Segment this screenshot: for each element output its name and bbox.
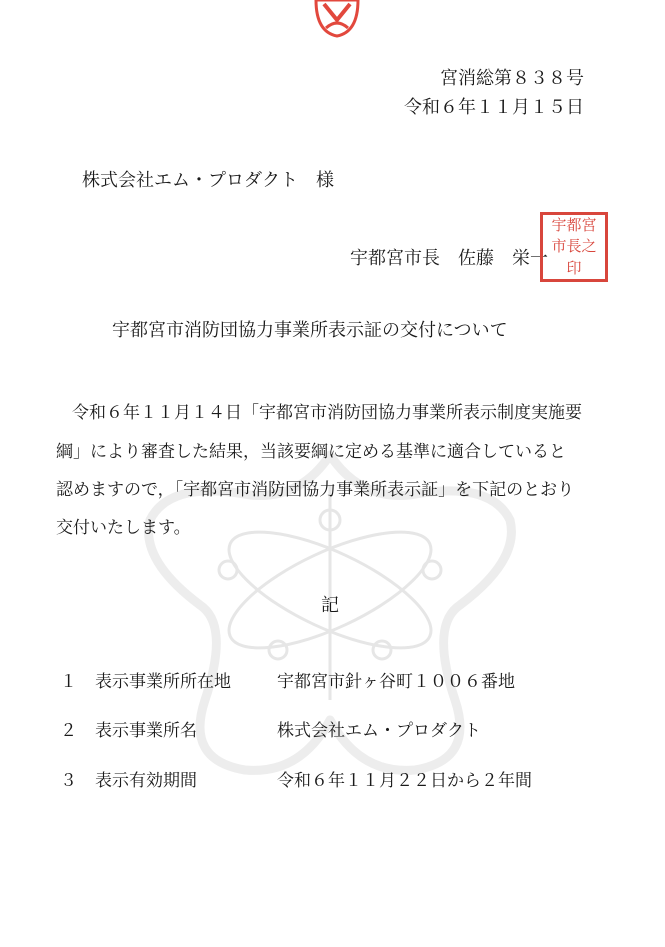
official-seal (540, 212, 608, 282)
body-line: 綱」により審査した結果，当該要綱に定める基準に適合していると (56, 442, 566, 462)
item-value: 令和６年１１月２２日から２年間 (277, 771, 532, 791)
item-number: １ (60, 672, 77, 692)
seal-text-2: 市長之 (551, 237, 597, 256)
document-title: 宇都宮市消防団協力事業所表示証の交付について (112, 320, 508, 341)
document-number: 宮消総第８３８号 (440, 68, 584, 89)
recipient-name: 株式会社エム・プロダクト 様 (82, 170, 334, 191)
item-label: 表示事業所所在地 (95, 672, 231, 692)
item-value: 宇都宮市針ヶ谷町１００６番地 (277, 672, 515, 692)
sender-name: 宇都宮市長 佐藤 栄一 (350, 248, 548, 269)
ki-heading: 記 (321, 595, 339, 616)
item-value: 株式会社エム・プロダクト (277, 721, 481, 741)
body-line: 令和６年１１月１４日「宇都宮市消防団協力事業所表示制度実施要 (72, 403, 582, 423)
item-label: 表示有効期間 (95, 771, 197, 791)
body-line: 交付いたします。 (56, 518, 191, 538)
item-number: ２ (60, 721, 77, 741)
document-date: 令和６年１１月１５日 (404, 97, 584, 118)
body-line: 認めますので，「宇都宮市消防団協力事業所表示証」を下記のとおり (56, 480, 575, 500)
seal-text-1: 宇都宮 (551, 216, 597, 235)
seal-text-3: 印 (566, 258, 582, 277)
item-label: 表示事業所名 (95, 721, 197, 741)
item-number: ３ (60, 771, 77, 791)
